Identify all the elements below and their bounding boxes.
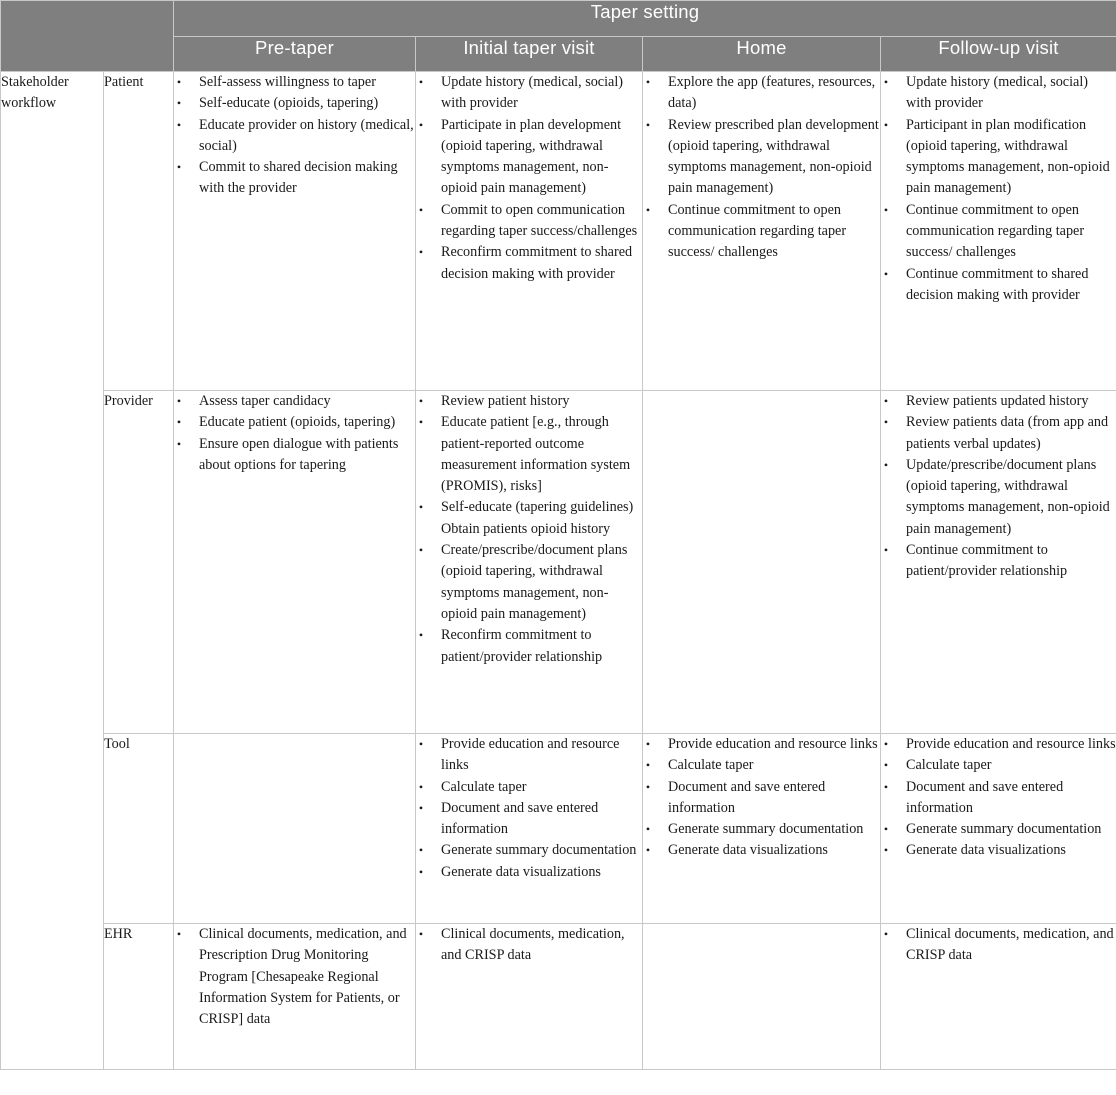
list-item: • Review patients updated history [881,391,1116,412]
list-item: • Document and save entered information [643,777,880,820]
bullet-list [881,72,1116,306]
list-item: • Generate summary documentation [416,840,642,861]
list-item: • Review patients data (from app and patients verbal updates) [881,412,1116,455]
cell-provider-initial-taper-visit [416,391,643,734]
list-item: • Update history (medical, social) with provider [881,72,1116,115]
list-item: • Calculate taper [643,755,880,776]
list-item: • Self-educate (tapering guidelines) Obtain patients opioid history [416,497,642,540]
list-item: • Continue commitment to open communication regarding taper success/ challenges [643,200,880,264]
cell-ehr-initial-taper-visit [416,924,643,1070]
cell-provider-home [643,391,881,734]
list-item: • Calculate taper [416,777,642,798]
list-item: • Participate in plan development (opioid tapering, withdrawal symptoms management, non-opioid pain management) [416,115,642,200]
list-item: • Self-assess willingness to taper [174,72,415,93]
list-item: • Ensure open dialogue with patients about options for tapering [174,434,415,477]
list-item: • Participant in plan modification (opioid tapering, withdrawal symptoms management, non-opioid pain management) [881,115,1116,200]
bullet-list [416,391,642,668]
cell-tool-follow-up-visit [881,734,1116,924]
list-item: • Review prescribed plan development (opioid tapering, withdrawal symptoms management, non-opioid pain management) [643,115,880,200]
column-header-follow-up-visit: Follow-up visit [881,37,1116,72]
cell-ehr-home [643,924,881,1070]
list-item: • Generate summary documentation [881,819,1116,840]
list-item: • Provide education and resource links [881,734,1116,755]
bullet-list [416,72,642,285]
list-item: • Clinical documents, medication, and Prescription Drug Monitoring Program [Chesapeake Regional Information System for Patients, or CRISP] data [174,924,415,1030]
cell-patient-pre-taper [174,72,416,391]
row-label-patient: Patient [104,72,174,391]
list-item: • Continue commitment to open communication regarding taper success/ challenges [881,200,1116,264]
bullet-list [881,924,1116,967]
list-item: • Reconfirm commitment to shared decision making with provider [416,242,642,285]
bullet-list [881,734,1116,862]
list-item: • Reconfirm commitment to patient/provider relationship [416,625,642,668]
column-header-initial-taper-visit: Initial taper visit [416,37,643,72]
cell-ehr-pre-taper [174,924,416,1070]
bullet-list [416,734,642,883]
cell-tool-pre-taper [174,734,416,924]
list-item: • Assess taper candidacy [174,391,415,412]
group-label: Stakeholder workflow [1,72,104,1070]
list-item: • Generate data visualizations [881,840,1116,861]
list-item: • Educate provider on history (medical, social) [174,115,415,158]
list-item: • Provide education and resource links [416,734,642,777]
list-item: • Continue commitment to patient/provider relationship [881,540,1116,583]
row-label-provider: Provider [104,391,174,734]
list-item: • Provide education and resource links [643,734,880,755]
list-item: • Clinical documents, medication, and CRISP data [881,924,1116,967]
cell-provider-follow-up-visit [881,391,1116,734]
bullet-list [174,72,415,200]
list-item: • Generate summary documentation [643,819,880,840]
cell-ehr-follow-up-visit [881,924,1116,1070]
row-label-ehr: EHR [104,924,174,1070]
column-header-home: Home [643,37,881,72]
list-item: • Explore the app (features, resources, data) [643,72,880,115]
bullet-list [174,391,415,476]
list-item: • Continue commitment to shared decision making with provider [881,264,1116,307]
header-title: Taper setting [174,1,1116,37]
bullet-list [416,924,642,967]
cell-patient-follow-up-visit [881,72,1116,391]
list-item: • Educate patient [e.g., through patient-reported outcome measurement information system (PROMIS), risks] [416,412,642,497]
list-item: • Update history (medical, social) with provider [416,72,642,115]
bullet-list [881,391,1116,583]
cell-tool-home [643,734,881,924]
list-item: • Create/prescribe/document plans (opioid tapering, withdrawal symptoms management, non-opioid pain management) [416,540,642,625]
list-item: • Educate patient (opioids, tapering) [174,412,415,433]
cell-tool-initial-taper-visit [416,734,643,924]
list-item: • Document and save entered information [416,798,642,841]
cell-patient-home [643,72,881,391]
header-corner [1,1,174,72]
list-item: • Generate data visualizations [643,840,880,861]
bullet-list [643,734,880,862]
bullet-list [643,72,880,264]
list-item: • Review patient history [416,391,642,412]
cell-provider-pre-taper [174,391,416,734]
list-item: • Calculate taper [881,755,1116,776]
cell-patient-initial-taper-visit [416,72,643,391]
list-item: • Document and save entered information [881,777,1116,820]
row-label-tool: Tool [104,734,174,924]
list-item: • Commit to shared decision making with the provider [174,157,415,200]
bullet-list [174,924,415,1030]
list-item: • Self-educate (opioids, tapering) [174,93,415,114]
list-item: • Clinical documents, medication, and CRISP data [416,924,642,967]
list-item: • Update/prescribe/document plans (opioid tapering, withdrawal symptoms management, non-opioid pain management) [881,455,1116,540]
list-item: • Generate data visualizations [416,862,642,883]
list-item: • Commit to open communication regarding taper success/challenges [416,200,642,243]
column-header-pre-taper: Pre-taper [174,37,416,72]
